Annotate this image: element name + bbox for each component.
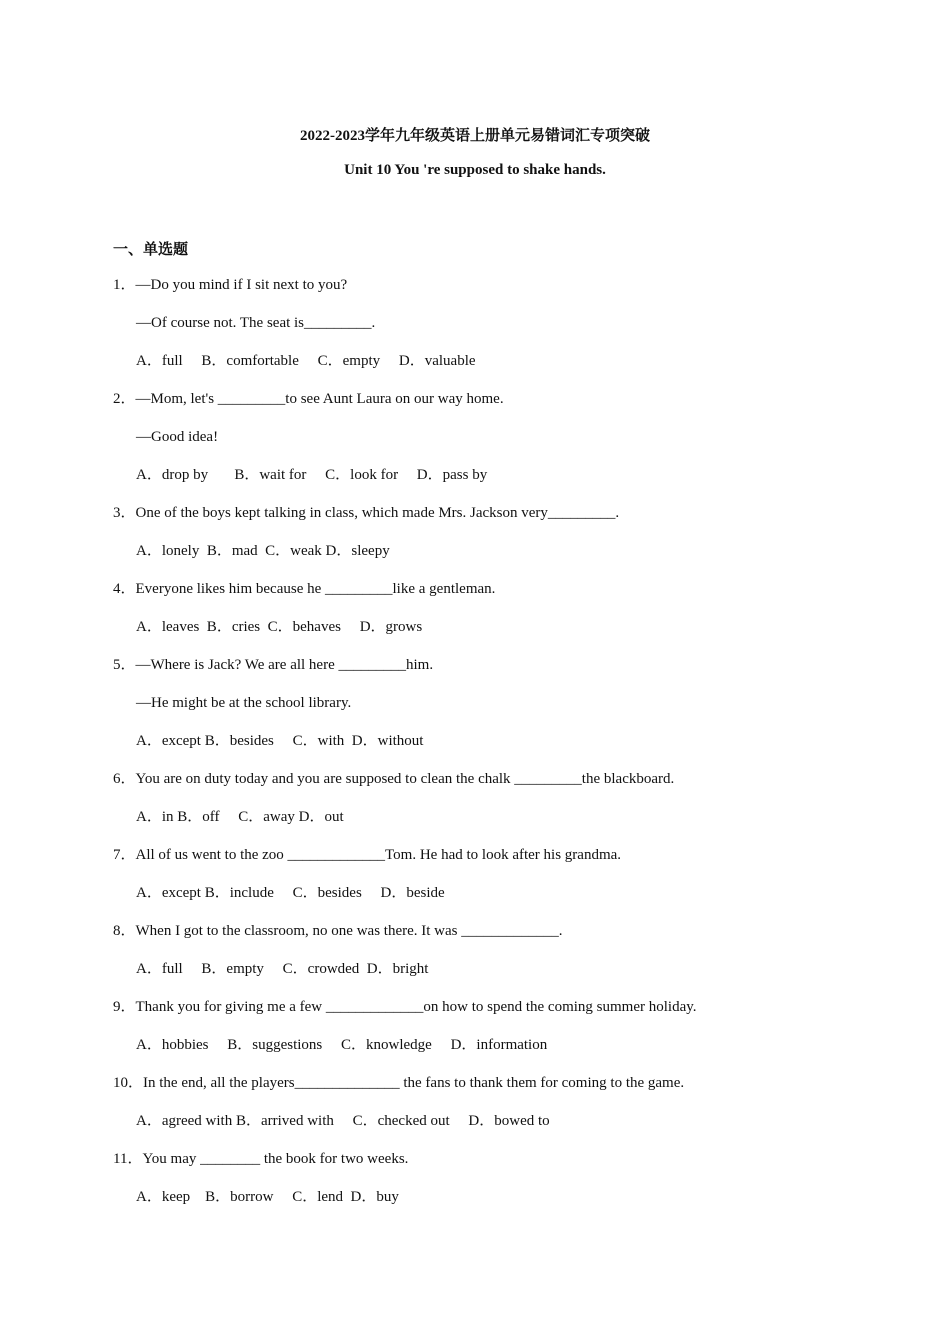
question-3-stem: 3．One of the boys kept talking in class, which made Mrs. Jackson very_________.: [113, 505, 620, 521]
question-5-options: A．except B．besides C．with D．without: [136, 733, 424, 749]
question-1-options: A．full B．comfortable C．empty D．valuable: [136, 353, 476, 369]
document-subtitle: Unit 10 You 're supposed to shake hands.: [344, 162, 606, 178]
question-7-options: A．except B．include C．besides D．beside: [136, 885, 445, 901]
document-title: 2022-2023学年九年级英语上册单元易错词汇专项突破: [300, 128, 650, 144]
question-1-reply: —Of course not. The seat is_________.: [136, 315, 376, 331]
question-9-options: A．hobbies B．suggestions C．knowledge D．information: [136, 1037, 548, 1053]
question-3-options: A．lonely B．mad C．weak D．sleepy: [136, 543, 390, 559]
question-5-reply: —He might be at the school library.: [136, 695, 352, 711]
question-2-options: A．drop by B．wait for C．look for D．pass by: [136, 467, 488, 483]
question-4-options: A．leaves B．cries C．behaves D．grows: [136, 619, 423, 635]
question-11-stem: 11．You may ________ the book for two weeks.: [113, 1151, 409, 1167]
question-8-stem: 8．When I got to the classroom, no one was there. It was _____________.: [113, 923, 563, 939]
question-7-stem: 7．All of us went to the zoo _____________Tom. He had to look after his grandma.: [113, 847, 622, 863]
question-5-stem: 5．—Where is Jack? We are all here _________him.: [113, 657, 434, 673]
question-6-options: A．in B．off C．away D．out: [136, 809, 344, 825]
question-10-stem: 10．In the end, all the players______________ the fans to thank them for coming to the game.: [113, 1075, 685, 1091]
question-11-options: A．keep B．borrow C．lend D．buy: [136, 1189, 399, 1205]
question-4-stem: 4．Everyone likes him because he _________like a gentleman.: [113, 581, 496, 597]
section-heading: 一、单选题: [113, 242, 189, 258]
question-8-options: A．full B．empty C．crowded D．bright: [136, 961, 429, 977]
question-1-stem: 1．—Do you mind if I sit next to you?: [113, 277, 348, 293]
question-9-stem: 9．Thank you for giving me a few _____________on how to spend the coming summer holiday.: [113, 999, 697, 1015]
question-10-options: A．agreed with B．arrived with C．checked out D．bowed to: [136, 1113, 550, 1129]
question-6-stem: 6．You are on duty today and you are supposed to clean the chalk _________the blackboard.: [113, 771, 675, 787]
question-2-reply: —Good idea!: [136, 429, 219, 445]
question-2-stem: 2．—Mom, let's _________to see Aunt Laura on our way home.: [113, 391, 504, 407]
